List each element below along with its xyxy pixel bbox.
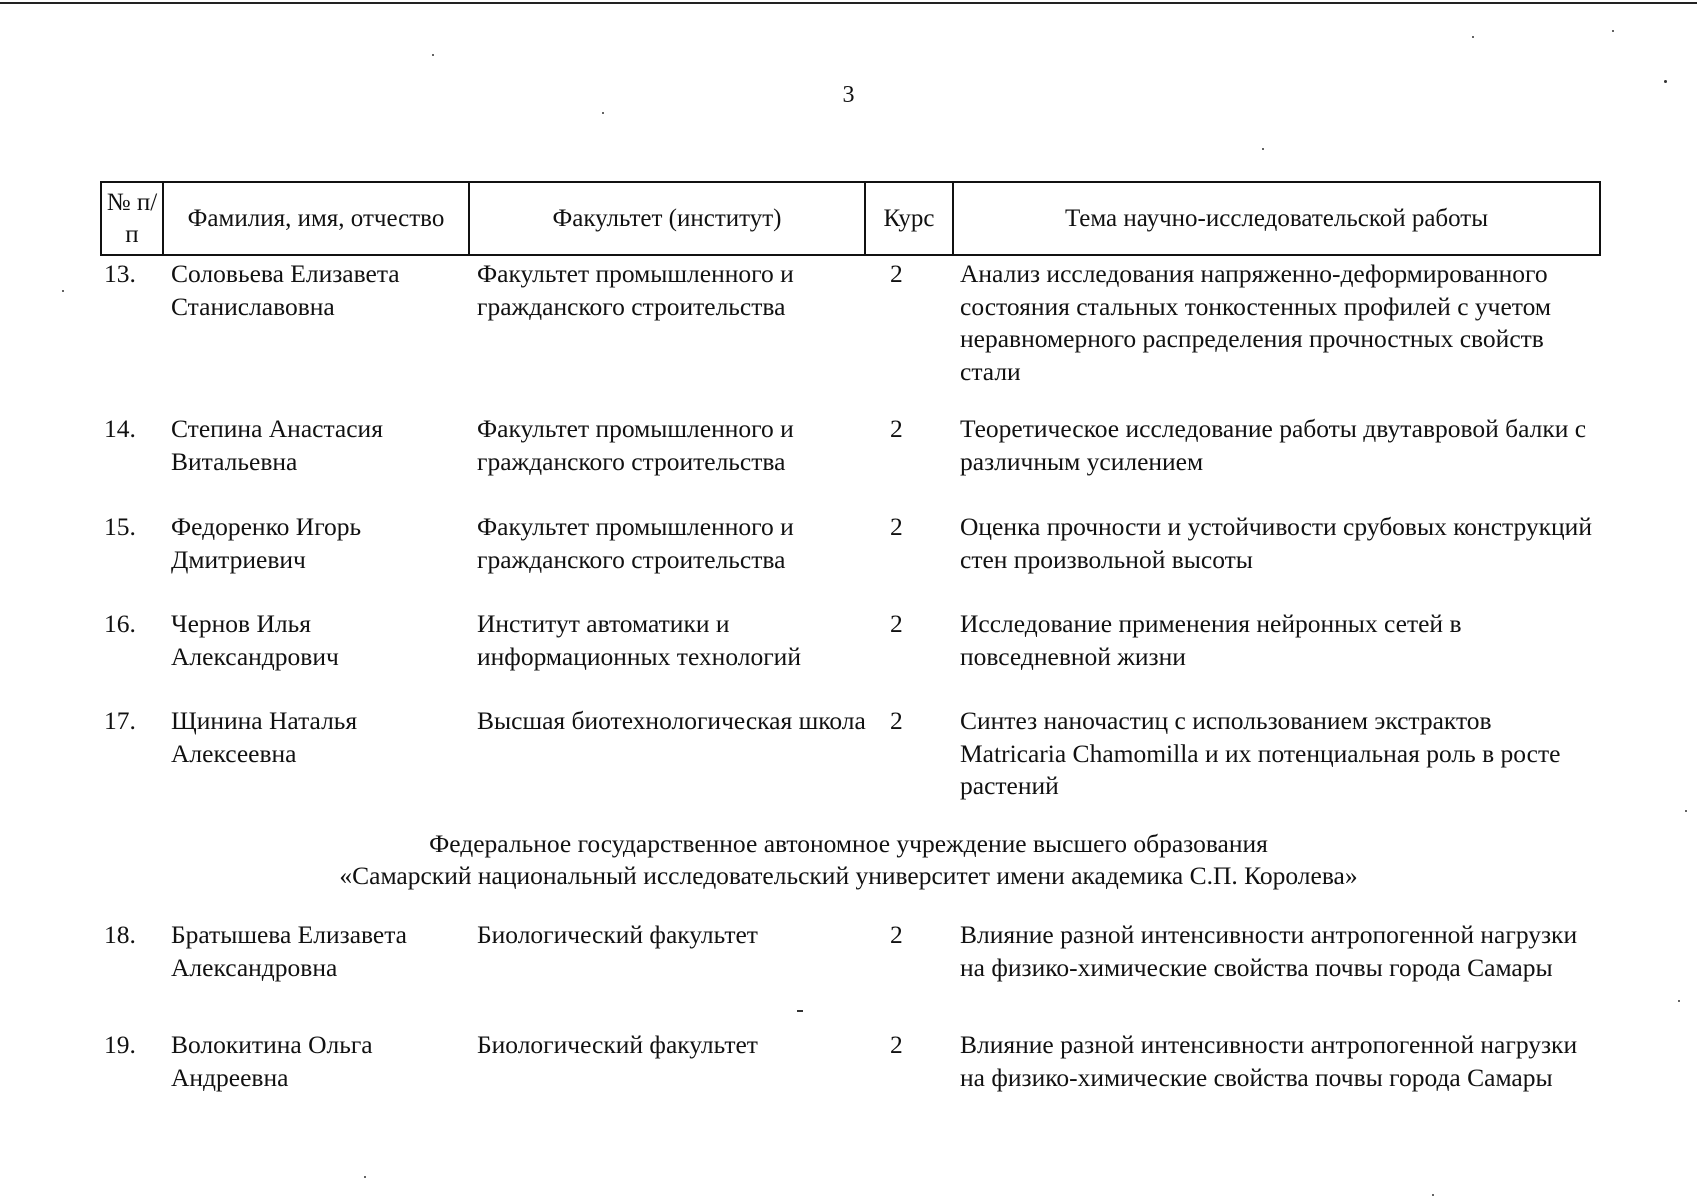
row-course: 2 (890, 414, 903, 443)
row-name: Соловьева Елизавета Станиславовна (171, 259, 400, 321)
row-course: 2 (890, 512, 903, 541)
table-header (100, 181, 1601, 256)
row-num: 17. (104, 706, 136, 735)
row-topic: Влияние разной интенсивности антропогенной нагрузки на физико-химические свойства почвы города Самары (960, 920, 1578, 982)
scan-speck (1472, 36, 1474, 38)
organization-heading (0, 828, 1697, 892)
row-course: 2 (890, 609, 903, 638)
row-num: 19. (104, 1030, 136, 1059)
row-name: Братышева Елизавета Александровна (171, 920, 407, 982)
row-num: 13. (104, 259, 136, 288)
scan-speck (364, 1176, 366, 1178)
row-topic: Влияние разной интенсивности антропогенной нагрузки на физико-химические свойства почвы города Самары (960, 1030, 1578, 1092)
row-num: 18. (104, 920, 136, 949)
row-num: 14. (104, 414, 136, 443)
header-topic: Тема научно-исследовательской работы (952, 183, 1599, 254)
scan-speck (797, 1010, 803, 1012)
row-name: Щинина Наталья Алексеевна (171, 706, 358, 768)
organization-line-2: «Самарский национальный исследовательский университет имени академика С.П. Королева» (339, 861, 1358, 890)
row-topic: Теоретическое исследование работы двутавровой балки с различным усилением (960, 414, 1587, 476)
header-course: Курс (864, 183, 952, 254)
header-faculty: Факультет (институт) (468, 183, 864, 254)
row-topic: Исследование применения нейронных сетей в повседневной жизни (960, 609, 1462, 671)
row-faculty: Биологический факультет (477, 920, 758, 949)
scan-speck (1432, 1194, 1434, 1196)
row-topic: Синтез наночастиц с использованием экстрактов Matricaria Chamomilla и их потенциальная роль в росте растений (960, 706, 1561, 800)
row-num: 16. (104, 609, 136, 638)
scan-speck (62, 290, 64, 292)
row-topic: Оценка прочности и устойчивости срубовых конструкций стен произвольной высоты (960, 512, 1592, 574)
scan-speck (1262, 148, 1264, 150)
row-faculty: Высшая биотехнологическая школа (477, 706, 866, 735)
row-course: 2 (890, 706, 903, 735)
row-name: Степина Анастасия Витальевна (171, 414, 383, 476)
row-faculty: Факультет промышленного и гражданского строительства (477, 414, 794, 476)
row-name: Федоренко Игорь Дмитриевич (171, 512, 362, 574)
scan-speck (1685, 810, 1687, 812)
header-num: № п/п (106, 188, 158, 248)
row-course: 2 (890, 1030, 903, 1059)
row-course: 2 (890, 259, 903, 288)
top-rule (0, 2, 1697, 4)
row-name: Волокитина Ольга Андреевна (171, 1030, 373, 1092)
scan-speck (1678, 1000, 1680, 1002)
row-faculty: Биологический факультет (477, 1030, 758, 1059)
row-faculty: Институт автоматики и информационных технологий (477, 609, 801, 671)
row-faculty: Факультет промышленного и гражданского строительства (477, 259, 794, 321)
scan-speck (602, 112, 604, 114)
scan-speck (1664, 80, 1667, 83)
row-course: 2 (890, 920, 903, 949)
scan-speck (432, 54, 434, 56)
row-name: Чернов Илья Александрович (171, 609, 339, 671)
header-name: Фамилия, имя, отчество (162, 183, 468, 254)
scan-speck (1612, 30, 1614, 32)
row-num: 15. (104, 512, 136, 541)
page-number: 3 (842, 82, 855, 108)
row-faculty: Факультет промышленного и гражданского строительства (477, 512, 794, 574)
row-topic: Анализ исследования напряженно-деформированного состояния стальных тонкостенных профилей с учетом неравномерного распределения прочностных свойств стали (960, 259, 1551, 386)
organization-line-1: Федеральное государственное автономное учреждение высшего образования (429, 829, 1268, 858)
